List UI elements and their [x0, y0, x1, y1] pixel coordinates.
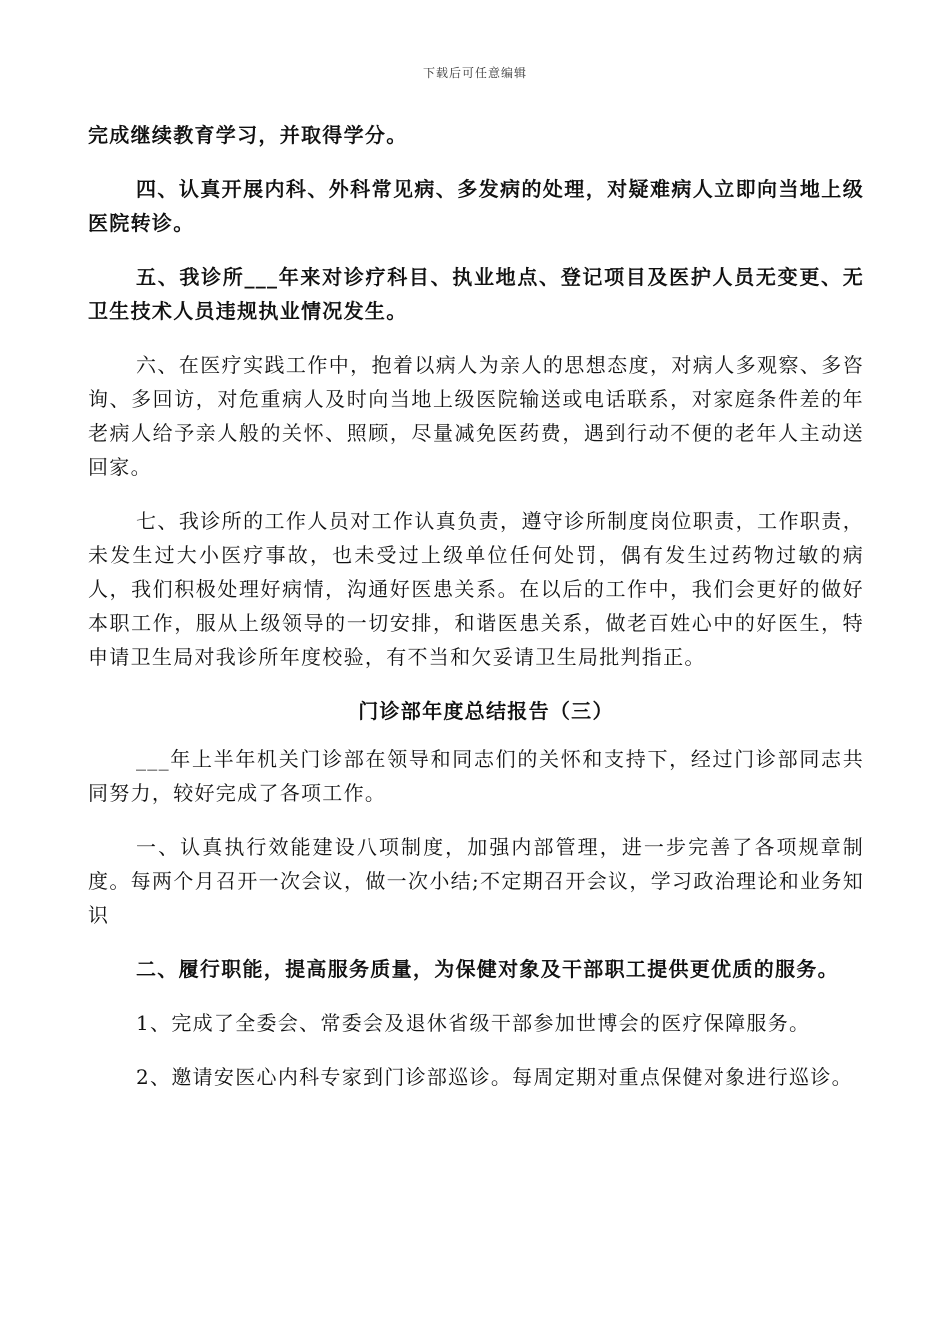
paragraph-item-five: 五、我诊所___年来对诊疗科目、执业地点、登记项目及医护人员无变更、无卫生技术人员违规执业情况发生。	[88, 265, 864, 323]
paragraph-point-one: 一、认真执行效能建设八项制度，加强内部管理，进一步完善了各项规章制度。每两个月召开一次会议，做一次小结;不定期召开会议，学习政治理论和业务知识	[88, 835, 864, 927]
paragraph-point-two: 二、履行职能，提高服务质量，为保健对象及干部职工提供更优质的服务。	[136, 957, 839, 981]
section-title: 门诊部年度总结报告（三）	[358, 699, 614, 723]
paragraph-intro: ___年上半年机关门诊部在领导和同志们的关怀和支持下，经过门诊部同志共同努力，较好完成了各项工作。	[88, 747, 864, 805]
paragraph-item-seven: 七、我诊所的工作人员对工作认真负责，遵守诊所制度岗位职责，工作职责，未发生过大小医疗事故，也未受过上级单位任何处罚，偶有发生过药物过敏的病人，我们积极处理好病情，沟通好医患关系。在以后的工作中，我们会更好的做好本职工作，服从上级领导的一切安排，和谐医患关系，做老百姓心中的好医生，特申请卫生局对我诊所年度校验，有不当和欠妥请卫生局批判指正。	[88, 509, 864, 669]
paragraph-item-six: 六、在医疗实践工作中，抱着以病人为亲人的思想态度，对病人多观察、多咨询、多回访，对危重病人及时向当地上级医院输送或电话联系，对家庭条件差的年老病人给予亲人般的关怀、照顾，尽量减免医药费，遇到行动不便的老年人主动送回家。	[88, 353, 864, 479]
paragraph-subpoint-2: 2、邀请安医心内科专家到门诊部巡诊。每周定期对重点保健对象进行巡诊。	[136, 1065, 853, 1089]
paragraph-continuing-education: 完成继续教育学习，并取得学分。	[88, 123, 408, 147]
paragraph-item-four: 四、认真开展内科、外科常见病、多发病的处理，对疑难病人立即向当地上级医院转诊。	[88, 177, 864, 235]
document-body	[88, 118, 864, 1094]
paragraph-subpoint-1: 1、完成了全委会、常委会及退休省级干部参加世博会的医疗保障服务。	[136, 1011, 811, 1035]
page-header: 下载后可任意编辑	[422, 66, 527, 80]
